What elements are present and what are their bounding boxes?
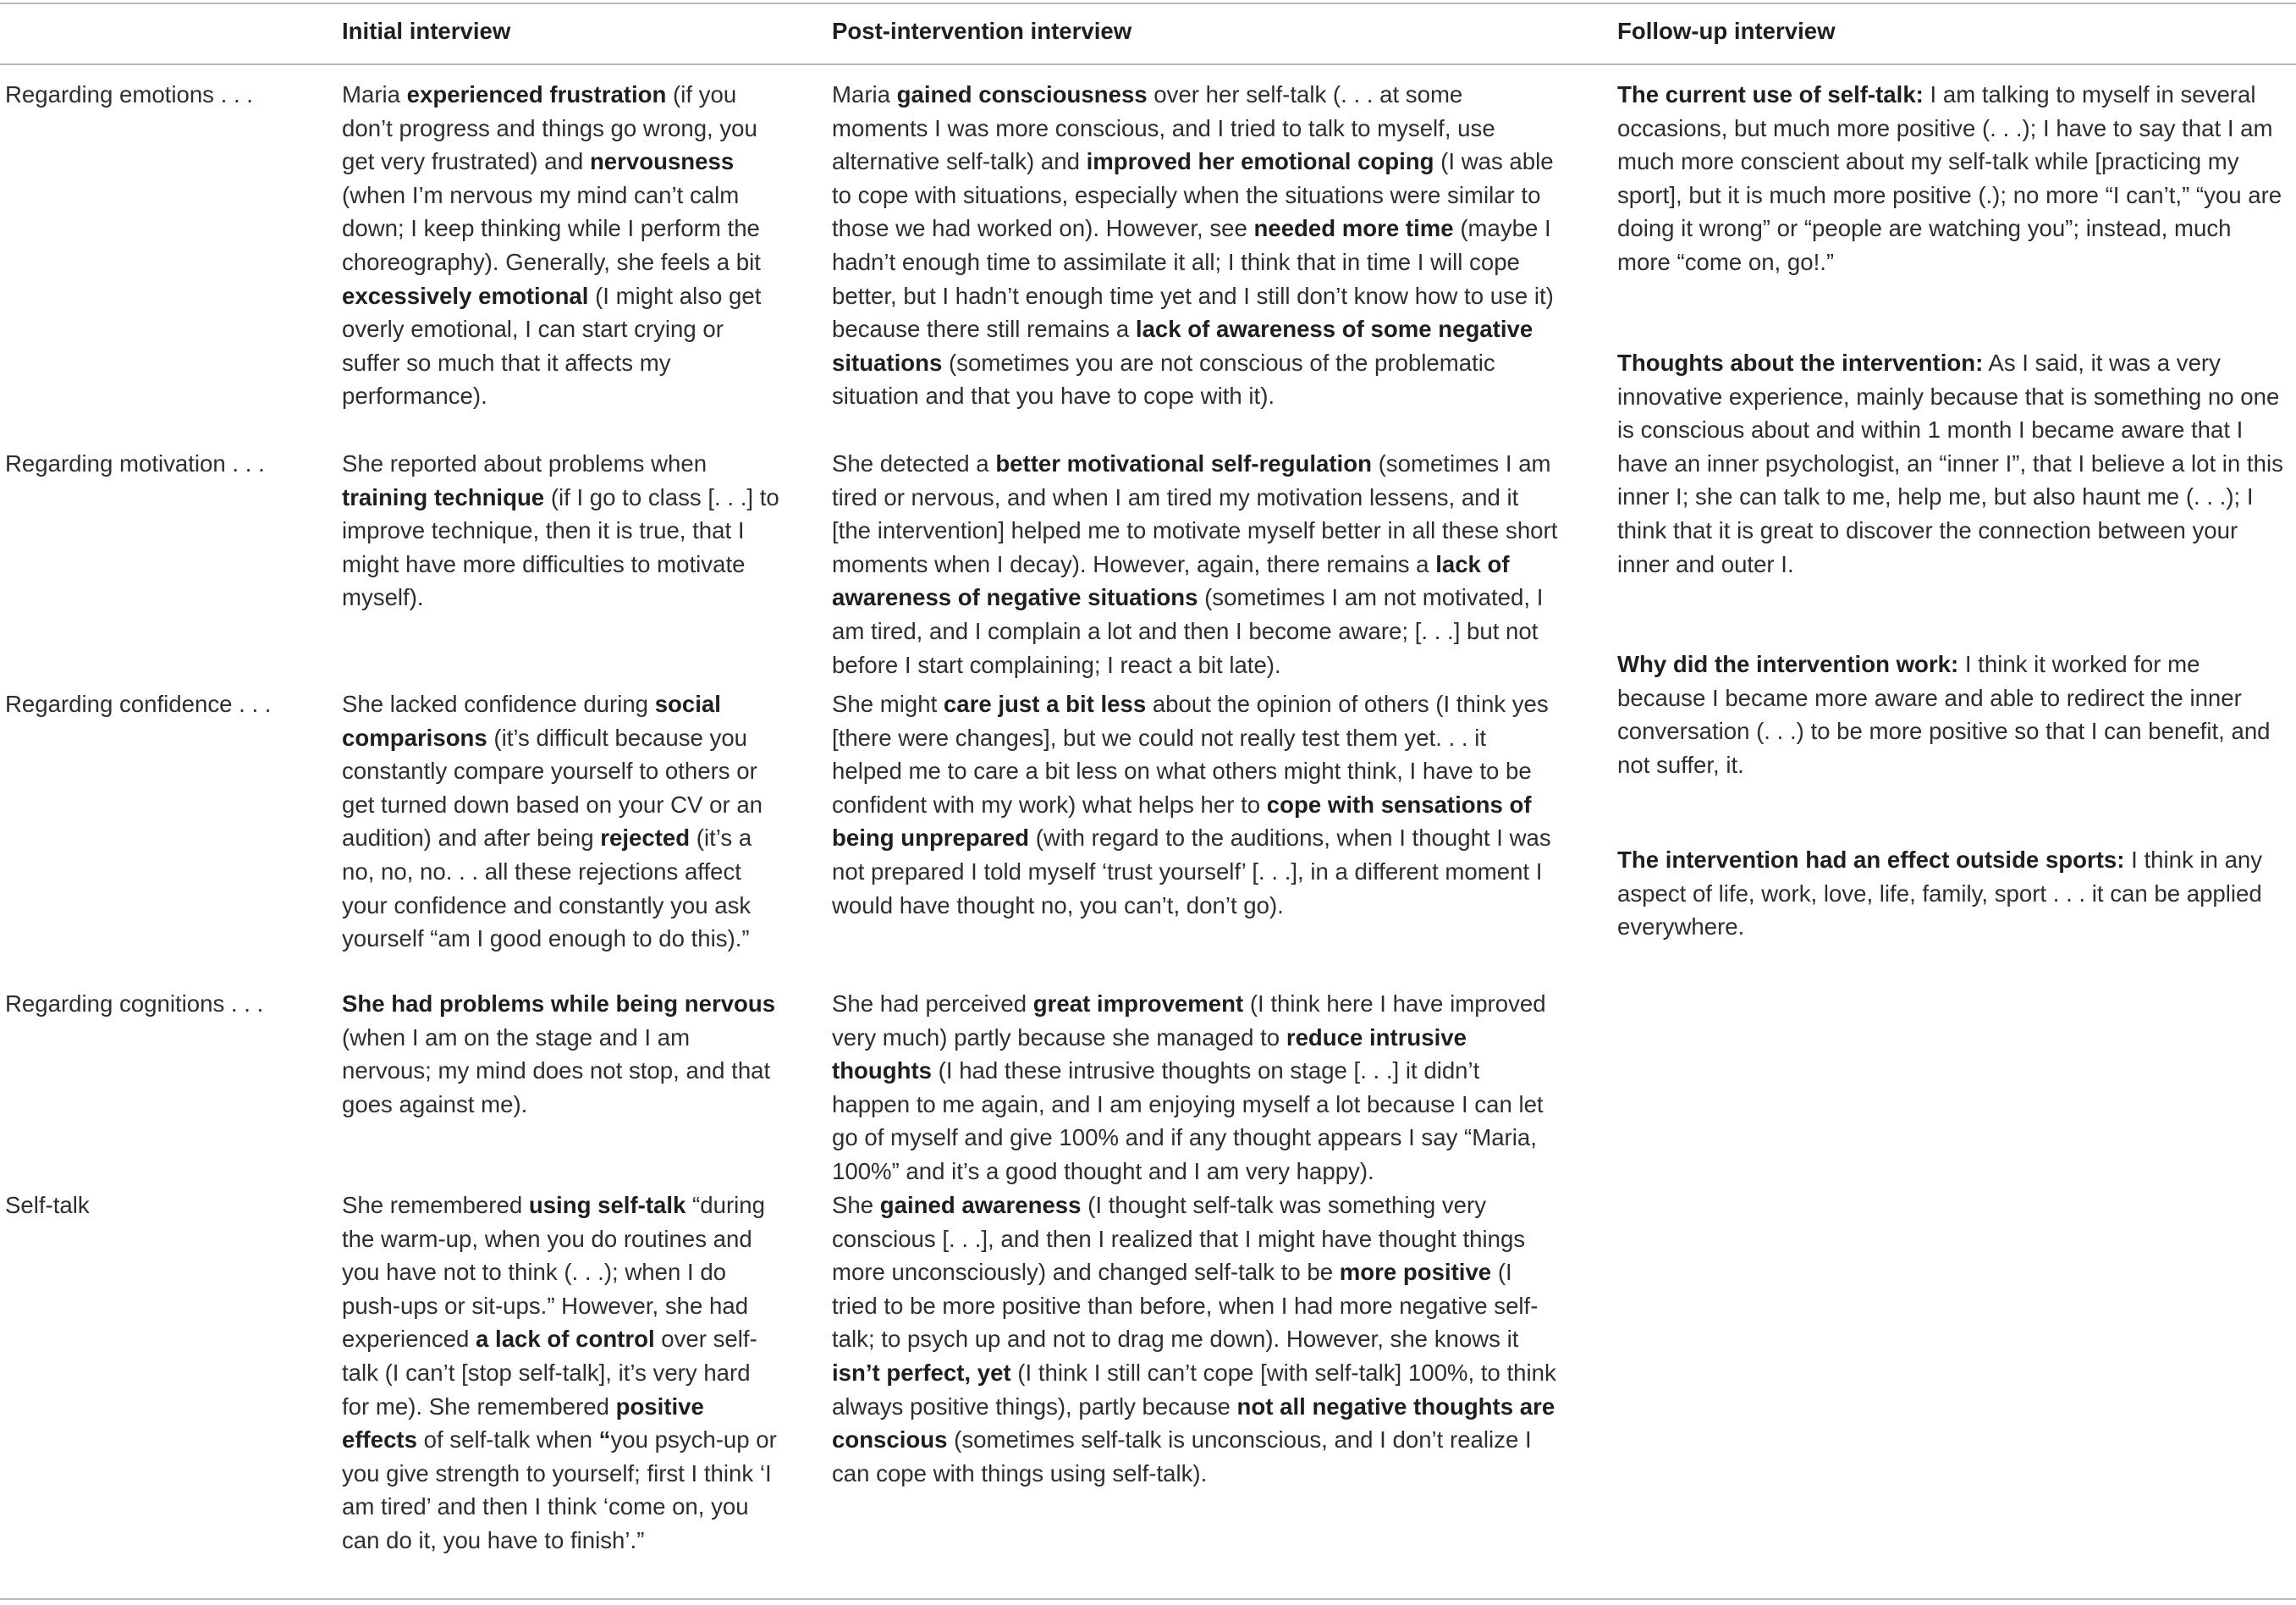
row-label-confidence: Regarding confidence . . . — [5, 691, 272, 717]
followup-current-use: The current use of self-talk: I am talking to myself in several occasions, but much more positive (. . .); I have to say that I am much more conscient about my self-talk while [practicing my sport], but it is much more positive (.); no more “I can’t,” “you are doing it wrong” or “people are watching you”; instead, much more “come on, go!.” — [1617, 81, 2282, 275]
cell-initial-cognitions: She had problems while being nervous (when I am on the stage and I am nervous; my mind does not stop, and that goes against me). — [342, 990, 776, 1117]
cell-initial-self-talk: She remembered using self-talk “during the warm-up, when you do routines and you have not to think (. . .); when I do push-ups or sit-ups.” However, she had experienced a lack of control over self-talk (I can’t [stop self-talk], it’s very hard for me). She remembered positive effects of self-talk when “you psych-up or you give strength to yourself; first I think ‘I am tired’ and then I think ‘come on, you can do it, you have to finish’.” — [342, 1192, 777, 1553]
cell-post-cognitions: She had perceived great improvement (I think here I have improved very much) partly because she managed to reduce intrusive thoughts (I had these intrusive thoughts on stage [. . .] it didn’t happen to me again, and I am enjoying myself a lot because I can let go of myself and give 100% and if any thought appears I say “Maria, 100%” and it’s a good thought and I am very happy). — [832, 990, 1546, 1184]
cell-post-confidence: She might care just a bit less about the opinion of others (I think yes [there were changes], but we could not really test them yet. . . it helped me to care a bit less on what others might think, I have to be confident with my work) what helps her to cope with sensations of being unprepared (with regard to the auditions, when I thought I was not prepared I told myself ‘trust yourself’ [. . .], in a different moment I would have thought no, you can’t, don’t go). — [832, 691, 1551, 918]
bottom-rule — [0, 1598, 2296, 1600]
top-rule — [0, 3, 2296, 4]
cell-post-motivation: She detected a better motivational self-regulation (sometimes I am tired or nervous, and when I am tired my motivation lessens, and it [the intervention] helped me to motivate myself better in all these short moments when I decay). However, again, there remains a lack of awareness of negative situations (sometimes I am not motivated, I am tired, and I complain a lot and then I become aware; [. . .] but not before I start complaining; I react a bit late). — [832, 450, 1558, 678]
header-followup: Follow-up interview — [1617, 18, 1836, 44]
row-label-emotions: Regarding emotions . . . — [5, 81, 253, 108]
header-post: Post-intervention interview — [832, 18, 1132, 44]
row-label-motivation: Regarding motivation . . . — [5, 450, 265, 477]
followup-outside-sports: The intervention had an effect outside sports: I think in any aspect of life, work, love, life, family, sport . . . it can be applied everywhere. — [1617, 847, 2263, 940]
followup-thoughts: Thoughts about the intervention: As I said, it was a very innovative experience, mainly because that is something no one is conscious about and within 1 month I became aware that I have an inner psychologist, an “inner I”, that I believe a lot in this inner I; she can talk to me, help me, but also haunt me (. . .); I think that it is great to discover the connection between your inner and outer I. — [1617, 350, 2283, 577]
header-initial: Initial interview — [342, 18, 511, 44]
cell-initial-emotions: Maria experienced frustration (if you don’t progress and things go wrong, you get very frustrated) and nervousness (when I’m nervous my mind can’t calm down; I keep thinking while I perform the choreography). Generally, she feels a bit excessively emotional (I might also get overly emotional, I can start crying or suffer so much that it affects my performance). — [342, 81, 762, 410]
cell-post-self-talk: She gained awareness (I thought self-talk was something very conscious [. . .], and then I realized that I might have thought things more unconsciously) and changed self-talk to be more positive (I tried to be more positive than before, when I had more negative self-talk; to psych up and not to drag me down). However, she knows it isn’t perfect, yet (I think I still can’t cope [with self-talk] 100%, to think always positive things), partly because not all negative thoughts are conscious (sometimes self-talk is unconscious, and I don’t realize I can cope with things using self-talk). — [832, 1192, 1556, 1486]
row-label-self-talk: Self-talk — [5, 1192, 90, 1218]
cell-initial-confidence: She lacked confidence during social comparisons (it’s difficult because you constantly compare yourself to others or get turned down based on your CV or an audition) and after being rejected (it’s a no, no, no. . . all these rejections affect your confidence and constantly you ask yourself “am I good enough to do this).” — [342, 691, 763, 952]
cell-initial-motivation: She reported about problems when training technique (if I go to class [. . .] to improve technique, then it is true, that I might have more difficulties to motivate myself). — [342, 450, 779, 611]
cell-post-emotions: Maria gained consciousness over her self-talk (. . . at some moments I was more conscious, and I tried to talk to myself, use alternative self-talk) and improved her emotional coping (I was able to cope with situations, especially when the situations were similar to those we had worked on). However, see needed more time (maybe I hadn’t enough time to assimilate it all; I think that in time I will cope better, but I hadn’t enough time yet and I still don’t know how to use it) because there still remains a lack of awareness of some negative situations (sometimes you are not conscious of the problematic situation and that you have to cope with it). — [832, 81, 1554, 410]
header-rule — [0, 63, 2296, 65]
followup-why-work: Why did the intervention work: I think it worked for me because I became more aware and able to redirect the inner conversation (. . .) to be more positive so that I can benefit, and not suffer, it. — [1617, 651, 2271, 778]
row-label-cognitions: Regarding cognitions . . . — [5, 990, 264, 1017]
